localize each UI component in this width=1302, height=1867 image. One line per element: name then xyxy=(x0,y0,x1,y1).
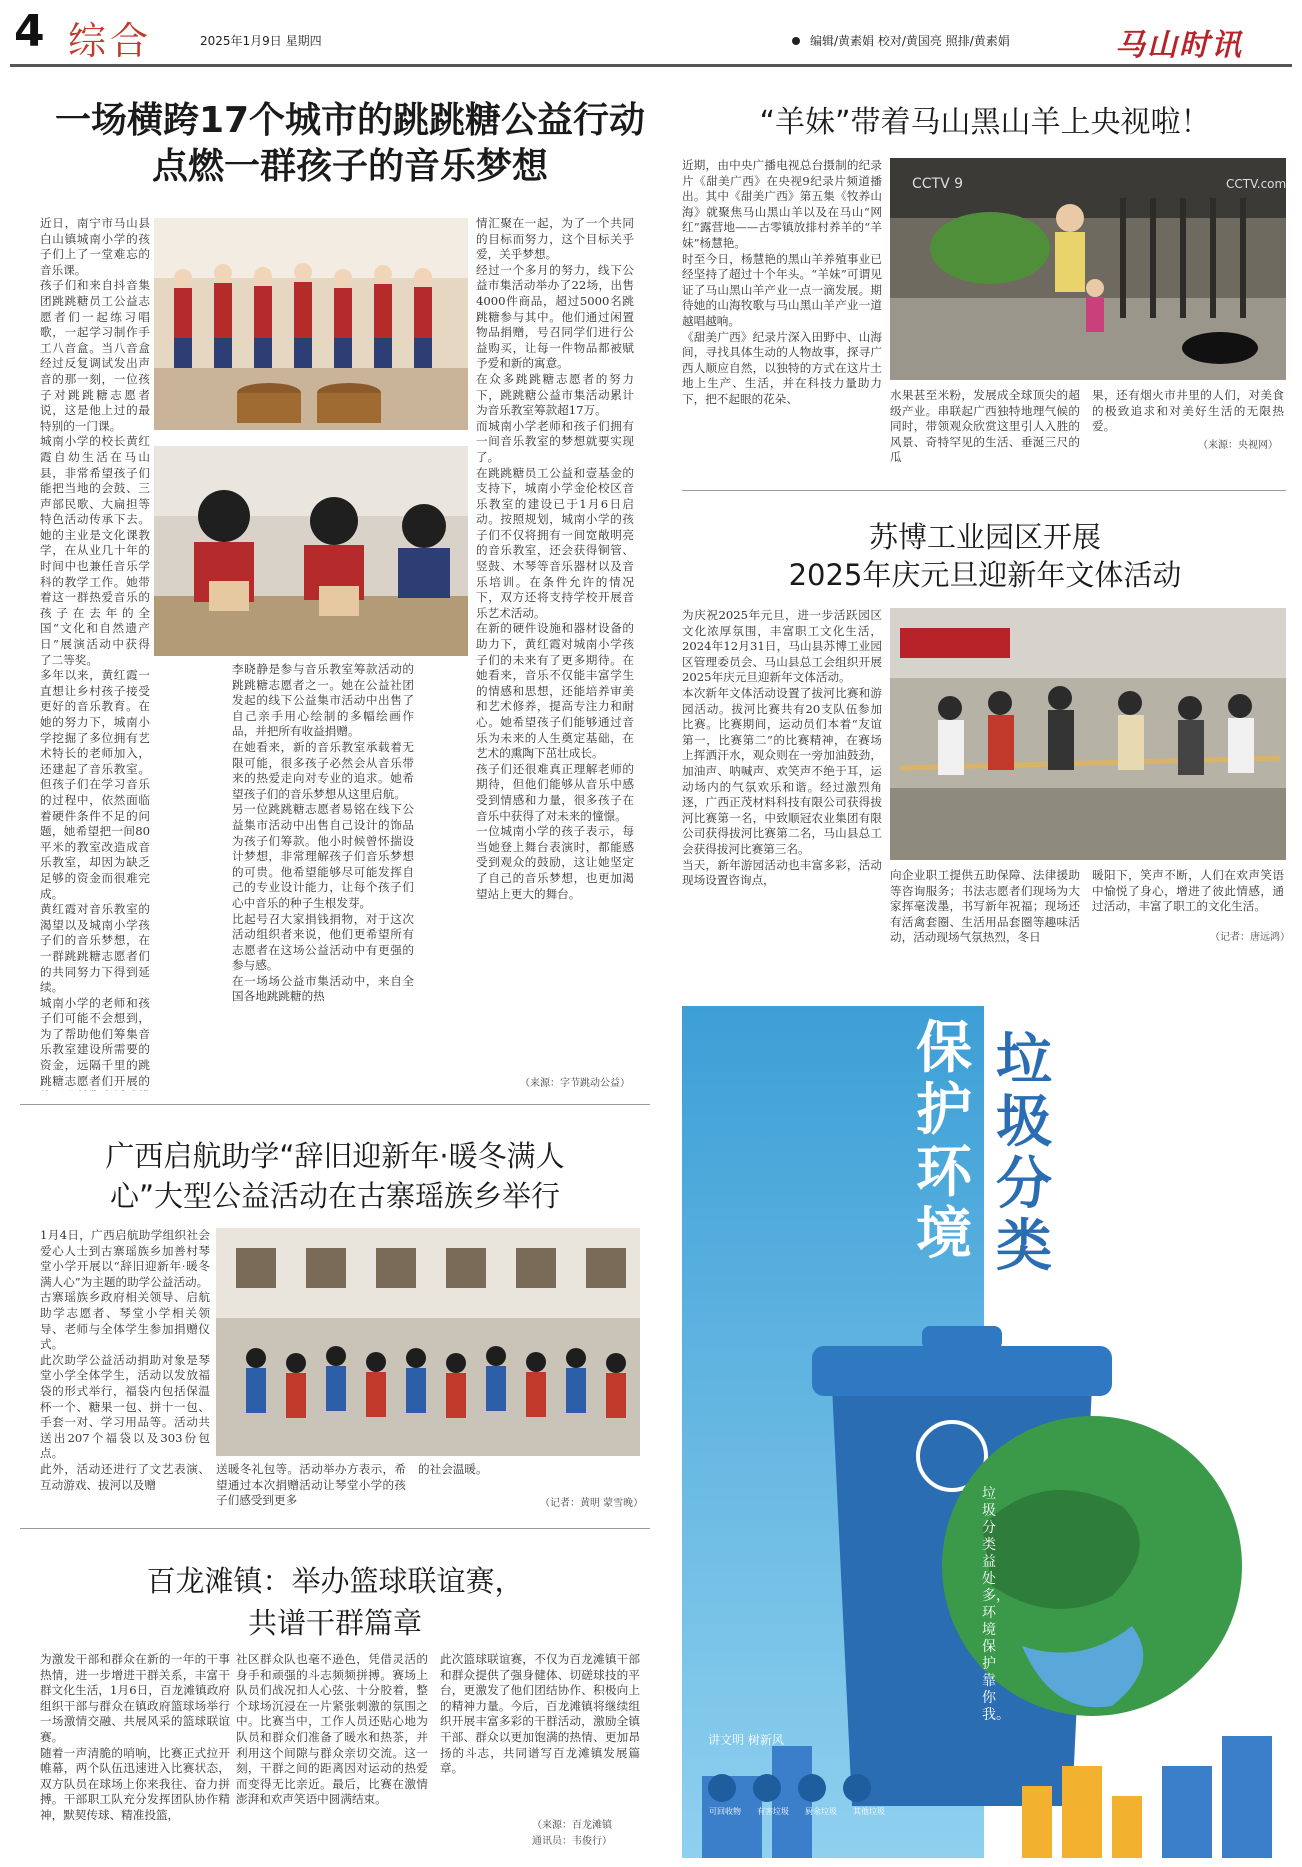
masthead xyxy=(0,0,1302,70)
article1-title xyxy=(20,98,680,190)
article2-divider xyxy=(682,490,1286,491)
svg-text:CCTV.com: CCTV.com xyxy=(1226,177,1286,191)
poster-vertical-text: 垃圾分类益处多，环境保护靠你我。 xyxy=(982,1486,1010,1723)
poster-bin-labels xyxy=(702,1806,892,1817)
article5-title-line1: 百龙滩镇：举办篮球联谊赛， xyxy=(146,1564,524,1598)
article5-top-divider xyxy=(20,1528,650,1529)
article3-title xyxy=(680,518,1290,594)
article3-photo-tug-of-war xyxy=(890,608,1286,860)
article5-col3: 此次篮球联谊赛，不仅为百龙滩镇干部和群众提供了强身健体、切磋球技的平台，更激发了他们团结协作、积极向上的精神力量。今后，百龙滩镇将继续组织开展丰富多彩的干群活动，激励全镇干部、群众以更加饱满的热情、更加昂扬的斗志，共同谱写百龙滩镇发展篇章。 xyxy=(440,1652,640,1776)
bin-label-kitchen: 厨余垃圾 xyxy=(805,1807,837,1816)
article4-title-line1: 广西启航助学“辞旧迎新年·暖冬满人 xyxy=(105,1139,565,1173)
poster-slogan: 讲文明 树新风 xyxy=(708,1733,784,1747)
article1-col1: 近日，南宁市马山县白山镇城南小学的孩子们上了一堂难忘的音乐课。 孩子们和来自抖音集团跳跳糖员工公益志愿者们一起练习唱歌，一起学习制作手工八音盒。当八音盒经过反复调试发出声音的那一刻，一位孩子对跳跳糖志愿者说，这是他上过的最特别的一门课。 城南小学的校长黄红霞自幼生活在马山县，非常希望孩子们能把当地的会鼓、三声部民歌、大扁担等特色活动传承下去。她的主业是文化课教学，在从业几十年的时间中也兼任音乐学科的教学工作。她带着这一群热爱音乐的孩子在去年的全国“文化和自然遗产日”展演活动中获得了二等奖。 多年以来，黄红霞一直想让乡村孩子接受更好的音乐教育。在她的努力下，城南小学挖掘了多位拥有艺术特长的老师加入，还建起了音乐教室。但孩子们在学习音乐的过程中，依然面临着硬件条件不足的问题，她希望把一间80平米的教室改造成音乐教室，却因为缺乏足够的资金而很难完成。 黄红霞对音乐教室的渴望以及城南小学孩子们的音乐梦想，在一群跳跳糖志愿者们的共同努力下得到延续。 城南小学的老师和孩子们可能不会想到，为了帮助他们筹集音乐教室建设所需要的资金，远隔千里的跳跳糖志愿者们开展的 xyxy=(40,216,150,1088)
poster-title-line1: 垃圾分类 xyxy=(996,1028,1052,1279)
article5-title-line2: 共谱干群篇章 xyxy=(247,1606,422,1640)
article1-title-line1: 一场横跨17个城市的跳跳糖公益行动 xyxy=(54,100,646,141)
article3-col3: 暖阳下，笑声不断，人们在欢声笑语中愉悦了身心，增进了彼此情感，通过活动，丰富了职工的文化生活。 xyxy=(1092,868,1284,914)
bullet-icon xyxy=(792,37,800,45)
article1-title-line2: 点燃一群孩子的音乐梦想 xyxy=(151,146,548,187)
editor-credits: 编辑/黄素娟 校对/黄国亮 照排/黄素娟 xyxy=(810,34,1010,48)
article3-col1: 为庆祝2025年元旦，进一步活跃园区文化浓厚氛围，丰富职工文化生活，2024年12月31日，马山县苏博工业园区管理委员会、马山县总工会组织开展2025年庆元旦迎新年文体活动。 本次新年文体活动设置了拔河比赛和游园活动。拔河比赛共有20支队伍参加比赛。比赛期间，运动员们本着“友谊第一，比赛第二”的比赛精神，在赛场上挥洒汗水，观众则在一旁加油鼓劲，加油声、呐喊声、欢笑声不绝于耳，运动场内的气氛欢乐和谐。经过激烈角逐，广西正茂材料科技有限公司获得拔河比赛第一名，中致顺冠农业集团有限公司获得拔河比赛第二名，马山县总工会获得拔河比赛第三名。 当天，新年游园活动也丰富多彩，活动现场设置咨询点， xyxy=(682,608,882,888)
masthead-rule xyxy=(10,64,1292,67)
article3-col2: 向企业职工提供五助保障、法律援助等咨询服务；书法志愿者们现场为大家挥毫泼墨，书写新年祝福；现场还有活禽套圈、生活用品套圈等趣味活动，活动现场气氛热烈，冬日 xyxy=(890,868,1080,945)
article2-photo-goat-farm xyxy=(890,158,1286,380)
bin-label-hazardous: 有害垃圾 xyxy=(757,1807,789,1816)
article4-col2: 送暖冬礼包等。活动举办方表示，希望通过本次捐赠活动让琴堂小学的孩子们感受到更多 xyxy=(216,1462,406,1508)
article4-title-line2: 心”大型公益活动在古寨瑶族乡举行 xyxy=(109,1179,561,1213)
article1-photo-music-box xyxy=(154,446,468,656)
bin-label-recyclable: 可回收物 xyxy=(709,1807,741,1816)
article5-source-reporter: 通讯员：韦俊行） xyxy=(532,1836,612,1847)
poster-title-line2: 保护环境 xyxy=(916,1016,972,1267)
article1-col2: 李晓静是参与音乐教室筹款活动的跳跳糖志愿者之一。她在公益社团发起的线下公益集市活动中出售了自己亲手用心绘制的多幅绘画作品，并把所有收益捐赠。 在她看来，新的音乐教室承载着无限可能，很多孩子必然会从音乐带来的热爱走向对专业的追求。她希望孩子们的音乐梦想从这里启航。 另一位跳跳糖志愿者易铭在线下公益集市活动中出售自己设计的饰品为孩子们筹款。他小时候曾怀揣设计梦想，非常理解孩子们音乐梦想的可贵。他希望能够尽可能发挥自己的专业设计能力，让每个孩子们心中音乐的种子生根发芽。 比起号召大家捐钱捐物，对于这次活动组织者来说，他们更希望所有志愿者在这场公益活动中有更强的参与感。 在一场场公益市集活动中，来自全国各地跳跳糖的热 xyxy=(232,662,414,1004)
article4-col3: 的社会温暖。 xyxy=(418,1462,488,1476)
article4-top-divider xyxy=(20,1104,650,1105)
article5-col2: 社区群众队也毫不逊色，凭借灵活的身手和顽强的斗志频频拼搏。赛场上队员们战况扣人心弦、十分胶着，整个球场沉浸在一片紧张刺激的氛围之中。比赛当中，工作人员还贴心地为队员和群众们准备了暖水和热茶，并利用这个间隙与群众亲切交流。这一刻，干群之间的距离因对运动的热爱而变得无比亲近。最后，比赛在激情澎湃和欢声笑语中圆满结束。 xyxy=(236,1652,428,1807)
issue-date: 2025年1月9日 星期四 xyxy=(200,34,322,48)
article1-col3: 情汇聚在一起，为了一个共同的目标而努力，这个目标关乎爱，关乎梦想。 经过一个多月的努力，线下公益市集活动举办了22场，出售4000件商品，超过5000名跳跳糖参与其中。他们通过闲置物品捐赠，号召同学们进行公益购买，让每一件物品都被赋予爱和新的寓意。 在众多跳跳糖志愿者的努力下，跳跳糖公益市集活动累计为音乐教室筹款超17万。 而城南小学老师和孩子们拥有一间音乐教室的梦想就要实现了。 在跳跳糖员工公益和壹基金的支持下，城南小学金伦校区音乐教室的建设已于1月6日启动。按照规划，城南小学的孩子们不仅将拥有一间宽敞明亮的音乐教室，还会获得铜管、竖鼓、木琴等音乐器材以及音乐培训。在条件允许的情况下，双方还将支持学校开展音乐艺术活动。 在新的硬件设施和器材设备的助力下，黄红霞对城南小学孩子们的未来有了更多期待。在她看来，音乐不仅能丰富学生的情感和思想，还能培养审美和艺术修养，提高专注力和耐心。她希望孩子们能够通过音乐为未来的人生奠定基础，在艺术的熏陶下茁壮成长。 孩子们还很难真正理解老师的期待，但他们能够从音乐中感受到情感和力量，很多孩子在音乐中获得了对未来的憧憬。 一位城南小学的孩子表示，每当她登上舞台表演时，都能感受到观众的鼓励，这让她坚定了自己的音乐梦想，也更加渴望站上更大的舞台。 xyxy=(476,216,634,901)
svg-text:CCTV 9: CCTV 9 xyxy=(912,176,964,192)
article3-source: （记者：唐远鸿） xyxy=(1210,932,1290,943)
article5-col1: 为激发干部和群众在新的一年的干事热情，进一步增进干群关系，丰富干群文化生活，1月6日，百龙滩镇政府组织干部与群众在镇政府篮球场举行一场激情交融、共展风采的篮球联谊赛。 随着一声清脆的哨响，比赛正式拉开帷幕，两个队伍迅速进入比赛状态，双方队员在球场上你来我往、奋力拼搏。干部职工队充分发挥团队协作精神，默契传球、精准投篮， xyxy=(40,1652,230,1822)
article3-title-line2: 2025年庆元旦迎新年文体活动 xyxy=(788,558,1182,592)
bin-label-other: 其他垃圾 xyxy=(853,1807,885,1816)
article4-photo-students xyxy=(216,1228,640,1456)
article5-source: （来源：百龙滩镇 xyxy=(532,1820,612,1831)
article1-source: （来源：字节跳动公益） xyxy=(520,1078,630,1089)
article5-title xyxy=(20,1560,650,1644)
section-name: 综合 xyxy=(68,19,153,63)
article3-title-line1: 苏博工业园区开展 xyxy=(868,520,1101,554)
article2-col3: 果，还有烟火市井里的人们，对美食的极致追求和对美好生活的无限热爱。 xyxy=(1092,388,1284,434)
article2-col2: 水果甚至米粉，发展成全球顶尖的超级产业。串联起广西独特地理气候的同时，带领观众欣赏这里引人入胜的风景、奇特罕见的生活、垂涎三尺的瓜 xyxy=(890,388,1080,465)
paper-logo: 马山时讯 xyxy=(1115,28,1243,63)
article4-title xyxy=(20,1136,650,1216)
page-number: 4 xyxy=(14,6,45,57)
garbage-sorting-poster xyxy=(682,1006,1286,1858)
article2-source: （来源：央视网） xyxy=(1198,440,1278,451)
article4-source: （记者：黄明 蒙雪晚） xyxy=(540,1498,644,1509)
article1-photo-music-class xyxy=(154,218,468,430)
article2-col1: 近期，由中央广播电视总台摄制的纪录片《甜美广西》在央视9纪录片频道播出。其中《甜美广西》第五集《牧养山海》就聚焦马山黑山羊以及在马山“网红”露营地——古零镇放排村养羊的“羊妹”杨慧艳。 时至今日，杨慧艳的黑山羊养殖事业已经坚持了超过十个年头。“羊妹”可谓见证了马山黑山羊产业一点一滴发展。期待她的山海牧歌与马山黑山羊产业一道越唱越响。 《甜美广西》纪录片深入田野中、山海间，寻找具体生动的人物故事，探寻广西人顺应自然，以独特的方式在这片土地上生产、生活，并在科技力量助力下，把不起眼的花朵、 xyxy=(682,158,882,406)
article2-title: “羊妹”带着马山黑山羊上央视啦！ xyxy=(759,105,1211,140)
article4-col1: 1月4日，广西启航助学组织社会爱心人士到古寨瑶族乡加善村琴堂小学开展以“辞旧迎新年·暖冬满人心”为主题的助学公益活动。 古寨瑶族乡政府相关领导、启航助学志愿者、琴堂小学相关领导、老师与全体学生参加捐赠仪式。 此次助学公益活动捐助对象是琴堂小学全体学生，活动以发放福袋的形式举行，福袋内包括保温杯一个、糖果一包、拼十一包、手套一对、学习用品等。活动共送出207个福袋以及303份包点。 此外，活动还进行了文艺表演、互动游戏、拔河以及赠 xyxy=(40,1228,210,1492)
